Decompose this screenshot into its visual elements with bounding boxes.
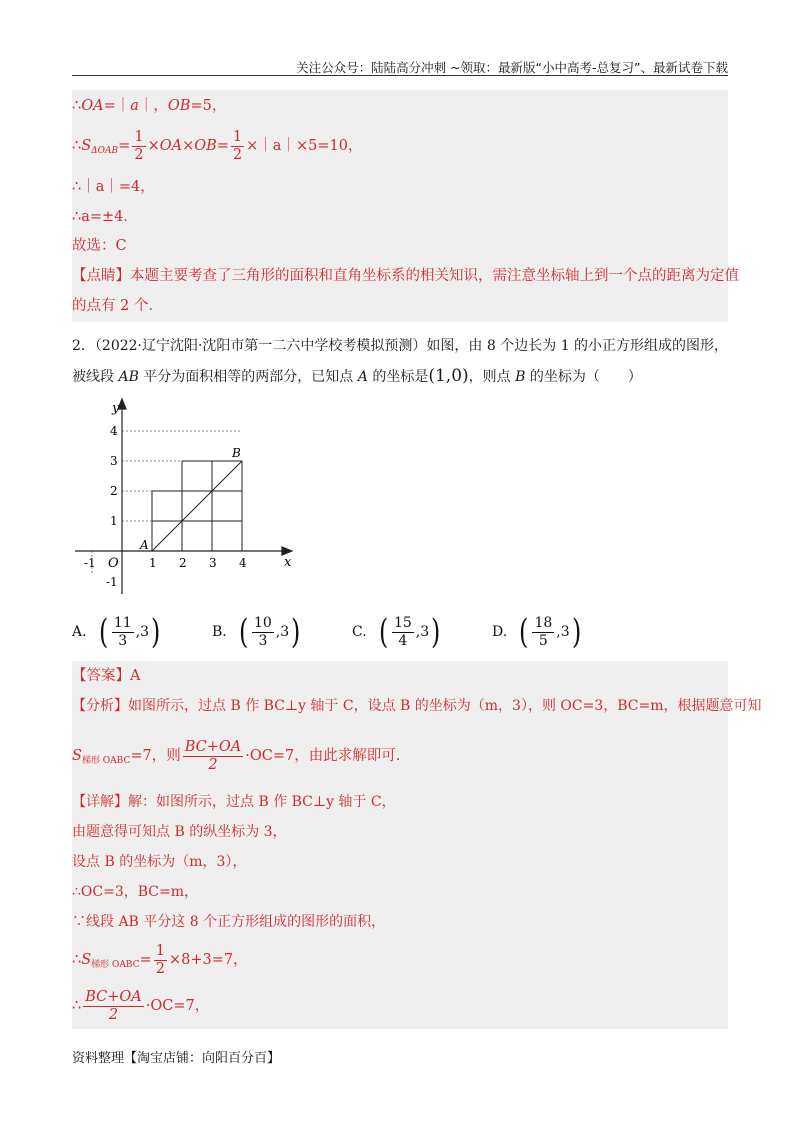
point-b-label: B xyxy=(232,446,241,460)
point-a-label: A xyxy=(140,538,149,552)
detail-line-1: 【详解】解：如图所示，过点 B 作 BC⊥y 轴于 C， xyxy=(72,794,396,810)
detail-line-4: ∴OC=3，BC=m， xyxy=(72,884,198,900)
detail-line-2: 由题意得可知点 B 的纵坐标为 3， xyxy=(72,824,287,840)
option-c: C. ( $\frac{15}{4}$ ,3) xyxy=(352,612,441,652)
option-b: B. ( $\frac{10}{3}$ ,3) xyxy=(212,612,301,652)
y-tick: 2 xyxy=(110,484,118,498)
y-tick: 1 xyxy=(110,514,118,528)
y-tick: -1 xyxy=(106,575,118,589)
header-rule xyxy=(72,75,728,76)
answer-line: 【答案】A xyxy=(72,668,141,684)
detail-line-3: 设点 B 的坐标为（m，3）， xyxy=(72,854,247,870)
coordinate-figure xyxy=(70,394,310,604)
x-tick: 4 xyxy=(239,556,247,570)
detail-line-7: ∴ $\frac{BC+OA}{2}$ ·OC=7， xyxy=(72,988,210,1023)
question-line-2: 被线段 AB 平分为面积相等的两部分，已知点 A 的坐标是(1,0)，则点 B 的坐标为（ ） xyxy=(72,366,642,386)
x-tick: 2 xyxy=(179,556,187,570)
solution1-comment: 【点睛】本题主要考查了三角形的面积和直角坐标系的相关知识，需注意坐标轴上到一个点的距离为定值 xyxy=(72,268,739,284)
solution1-comment-2: 的点有 2 个． xyxy=(72,298,163,314)
solution-box-1 xyxy=(72,90,739,322)
page-footer: 资料整理【淘宝店铺：向阳百分百】 xyxy=(72,1051,281,1066)
x-tick: -1 xyxy=(84,556,96,570)
x-tick: 3 xyxy=(209,556,217,570)
y-axis-label: y xyxy=(112,401,120,416)
detail-line-5: ∵线段 AB 平分这 8 个正方形组成的图形的面积， xyxy=(72,914,386,930)
origin-label: O xyxy=(108,556,119,571)
analysis-line-1: 【分析】如图所示，过点 B 作 BC⊥y 轴于 C，设点 B 的坐标为（m，3），则 OC=3，BC=m，根据题意可知 xyxy=(72,698,762,714)
page-header: 关注公众号：陆陆高分冲刺 ~领取：最新版“小中高考-总复习”、最新试卷下载 xyxy=(296,60,728,75)
x-tick: 1 xyxy=(149,556,157,570)
y-tick: 3 xyxy=(110,454,118,468)
solution1-line-1: ∴OA=｜a｜，OB=5， xyxy=(72,98,227,114)
option-d: D. ( $\frac{18}{5}$ ,3) xyxy=(492,612,581,652)
analysis-line-2: $S_{梯形 OABC}=7$，则 $\frac{BC+OA}{2}$ ·OC=7，由此求解即可. xyxy=(72,738,401,773)
solution1-line-5: 故选：C xyxy=(72,238,127,254)
solution1-line-4: ∴a=±4． xyxy=(72,209,138,225)
x-axis-label: x xyxy=(284,555,292,570)
segment-ab xyxy=(152,461,242,551)
option-a: A. ( $\frac{11}{3}$ ,3) xyxy=(72,612,161,652)
y-tick: 4 xyxy=(110,424,118,438)
solution1-line-3: ∴｜a｜=4， xyxy=(72,179,155,195)
question-line-1: 2．（2022·辽宁沈阳·沈阳市第一二六中学校考模拟预测）如图，由 8 个边长为 1 的小正方形组成的图形， xyxy=(72,338,729,354)
solution1-line-2: $\therefore S_{\Delta OAB}=$ $\frac{1}{2}$ ×OA×OB= $\frac{1}{2}$ ×｜a｜×5=10， xyxy=(72,128,363,163)
detail-line-6: $\therefore S_{梯形 OABC}=$ $\frac{1}{2}$ ×8+3=7， xyxy=(72,942,248,977)
